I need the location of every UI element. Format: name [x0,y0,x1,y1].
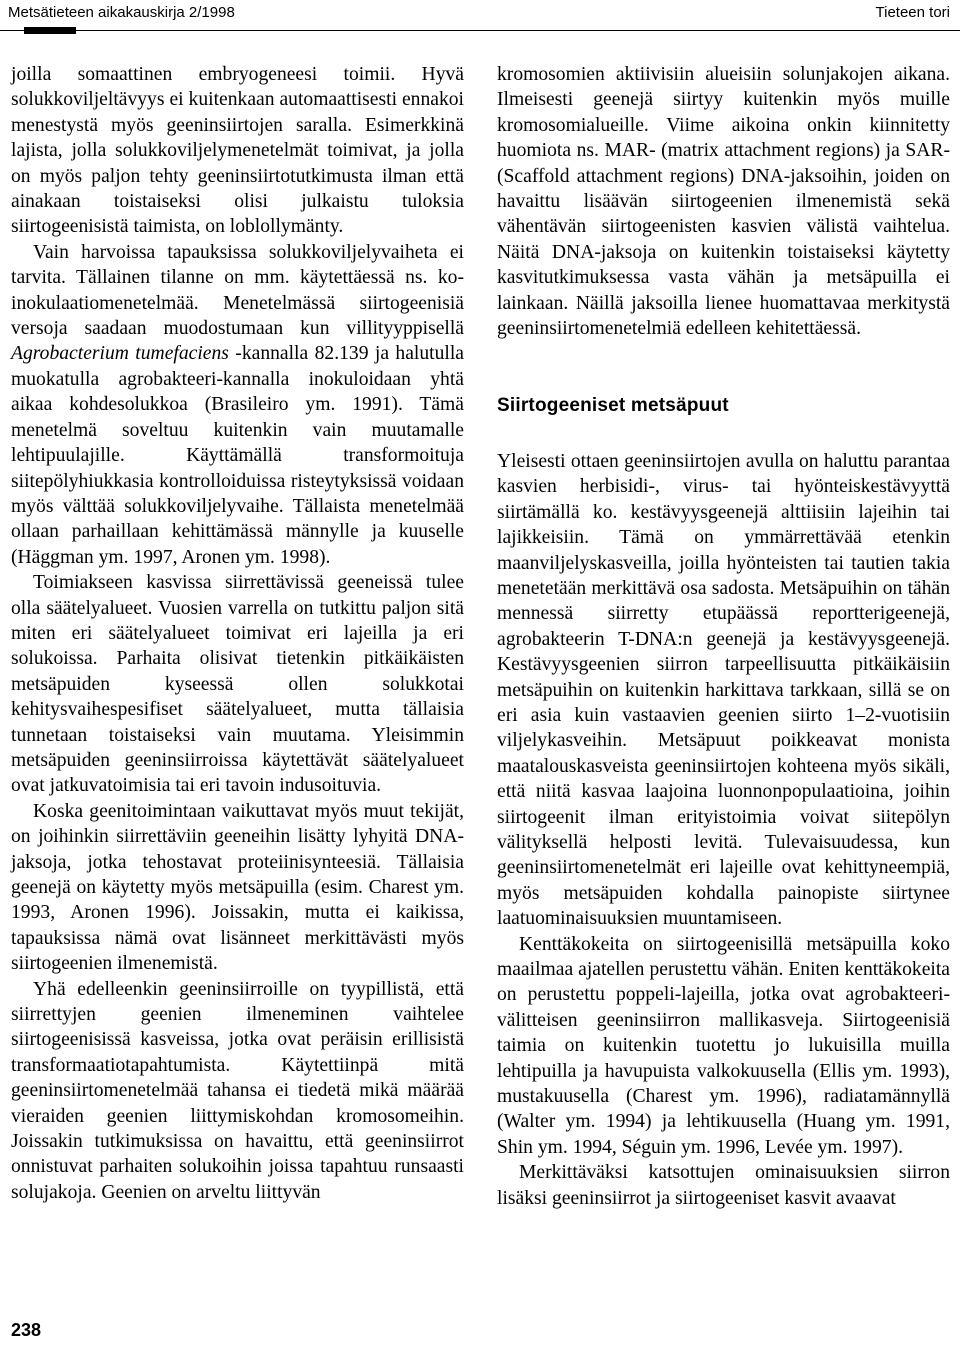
paragraph-text: Vain harvoissa tapauksissa solukkoviljelyvaiheta ei tarvita. Tällainen tilanne on mm. käytettäessä ns. ko-inokulaatiomenetelmää. Menetelmässä siirtogeenisiä versoja saadaan muodostumaan kun villityyppisellä [11,241,464,340]
section-title: Tieteen tori [875,4,950,21]
left-column [11,62,464,1205]
header-rule [0,30,960,31]
paragraph: Toimiakseen kasvissa siirrettävissä geeneissä tulee olla säätelyalueet. Vuosien varrella on tutkittu paljon sitä miten eri säätelyalueet toimivat eri lajeilla ja eri solukoissa. Parhaita olisivat tietenkin pitkäikäisten metsäpuiden kyseessä ollen solukkotai kehitysvaihespesifiset säätelyalueet, mutta tällaisia tunnetaan toistaiseksi vain muutama. Yleisimmin metsäpuiden geeninsiirroissa käytettävät säätelyalueet ovat jatkuvatoimisia tai eri tavoin indusoituvia. [11,572,464,797]
paragraph [11,240,464,570]
page-header [0,0,960,36]
species-name: Agrobacterium tumefaciens [11,343,229,365]
paragraph: Yleisesti ottaen geeninsiirtojen avulla on haluttu parantaa kasvien herbisidi-, virus- tai hyönteiskestävyyttä siirtämällä ko. kestävyysgeenejä alttiisiin lajeihin tai lajikkeisiin. Tämä on ymmärrettävää etenkin maanviljelyskasveilla, joilla hyönteisten tai tautien takia menetetään merkittävä osa sadosta. Metsäpuihin on tähän mennessä siirretty etupäässä reportterigeenejä, agrobakteerin T-DNA:n geenejä ja kestävyysgeenejä. Kestävyysgeenien siirron tarpeellisuutta pitkäikäisiin metsäpuihin on kuitenkin harkittava tarkkaan, sillä se on eri asia kuin vastaavien geenien siirto 1–2-vuotisiin viljelykasveihin. Metsäpuut poikkeavat monista maatalouskasveista geeninsiirtojen kohteena myös sikäli, että niitä kasvaa laajoina luonnonpopulaatioina, joihin siirtogeenit ilman erityistoimia voivat siitepölyn välityksellä helposti levitä. Tulevaisuudessa, kun geeninsiirtomenetelmät eri lajeille ovat kehittyneempiä, myös metsäpuiden kohdalla painopiste siirtynee laatuominaisuuksien muuntamiseen. [497,450,950,930]
header-rule-block [24,27,76,34]
journal-title: Metsätieteen aikakauskirja 2/1998 [8,4,235,21]
paragraph: kromosomien aktiivisiin alueisiin solunjakojen aikana. Ilmeisesti geenejä siirtyy kuitenkin myös muille kromosomialueille. Viime aikoina onkin kiinnitetty huomiota ns. MAR- (matrix attachment regions) ja SAR- (Scaffold attachment regions) DNA-jaksoihin, joiden on havaittu lisäävän siirtogeenien ilmenemistä sekä vähentävän siirtogeenisten kasvien välistä vaihtelua. Näitä DNA-jaksoja on kuitenkin toistaiseksi käytetty kasvitutkimuksessa vasta vähän ja metsäpuilla ei lainkaan. Näillä jaksoilla lienee huomattavaa merkitystä geeninsiirtomenetelmiä edelleen kehitettäessä. [497,64,950,340]
paragraph: Merkittäväksi katsottujen ominaisuuksien siirron lisäksi geeninsiirrot ja siirtogeeniset kasvit avaavat [497,1162,950,1209]
paragraph: Koska geenitoimintaan vaikuttavat myös muut tekijät, on joihinkin siirrettäviin geeneihin lisätty lyhyitä DNA-jaksoja, jotka tehostavat proteiinisynteesiä. Tällaisia geenejä on käytetty myös metsäpuilla (esim. Charest ym. 1993, Aronen 1996). Joissakin, mutta ei kaikissa, tapauksissa nämä ovat lisänneet merkittävästi myös siirtogeenien ilmenemistä. [11,800,464,975]
paragraph-text: -kannalla 82.139 ja halutulla muokatulla agrobakteeri-kannalla inokuloidaan yhtä aikaa kohdesolukkoa (Brasileiro ym. 1991). Tämä menetelmä soveltuu kuitenkin vain muutamalle lehtipuulajille. Käyttämällä transformoituja siitepölyhiukkasia kontrolloiduissa risteytyksissä voidaan myös välttää solukkoviljelyvaihe. Tällaista menetelmää ollaan parhaillaan kehittämässä männylle ja kuuselle (Häggman ym. 1997, Aronen ym. 1998). [11,343,464,568]
section-heading: Siirtogeeniset metsäpuut [497,395,729,417]
paragraph: joilla somaattinen embryogeneesi toimii. Hyvä solukkoviljeltävyys ei kuitenkaan automaattisesti ennakoi menestystä myös geeninsiirtojen saralla. Esimerkkinä lajista, jolla solukkoviljelymenetelmät toimivat, ja jolla on myös paljon tehty geeninsiirtotutkimusta ilman että ainakaan toistaiseksi olisi julkaistu tuloksia siirtogeenisistä taimista, on loblollymänty. [11,64,464,238]
paragraph: Kenttäkokeita on siirtogeenisillä metsäpuilla koko maailmaa ajatellen perustettu vähän. Eniten kenttäkokeita on perustettu poppeli-lajeilla, jotka ovat agrobakteeri-välitteisen geeninsiirron mallikasveja. Siirtogeenisiä taimia on kuitenkin tuotettu jo lukuisilla muilla lehtipuilla ja havupuista valkokuusella (Ellis ym. 1993), mustakuusella (Charest ym. 1996), radiatamännyllä (Walter ym. 1994) ja lehtikuusella (Huang ym. 1991, Shin ym. 1994, Séguin ym. 1996, Levée ym. 1997). [497,933,950,1158]
page-number: 238 [11,1320,42,1340]
paragraph: Yhä edelleenkin geeninsiirroille on tyypillistä, että siirrettyjen geenien ilmeneminen vaihtelee siirtogeenisissä kasveissa, jotka ovat peräisin erillisistä transformaatiotapahtumista. Käytettiinpä mitä geeninsiirtomenetelmää tahansa ei tiedetä mikä määrää vieraiden geenien liittymiskohdan kromosomeihin. Joissakin tutkimuksissa on havaittu, että geeninsiirrot onnistuvat parhaiten solukoihin joissa tapahtuu runsaasti solujakoja. Geenien on arveltu liittyvän [11,978,464,1203]
right-column [497,62,950,1211]
